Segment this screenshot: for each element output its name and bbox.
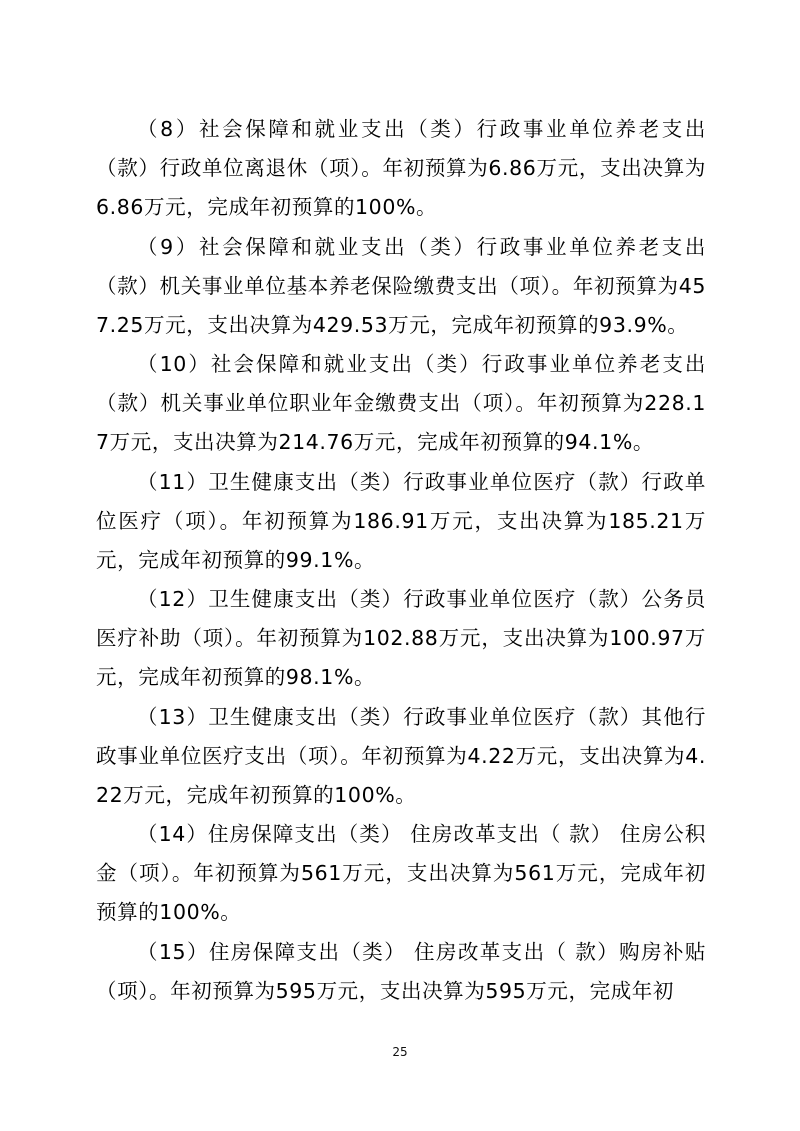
paragraph-item-9: （9）社会保障和就业支出（类）行政事业单位养老支出（款）机关事业单位基本养老保险缴费支出（项）。年初预算为457.25万元，支出决算为429.53万元，完成年初预算的93.9%。 [96, 234, 706, 337]
page-number: 25 [392, 1045, 408, 1059]
document-body [96, 110, 706, 1011]
paragraph-item-13: （13）卫生健康支出（类）行政事业单位医疗（款）其他行政事业单位医疗支出（项）。年初预算为4.22万元，支出决算为4.22万元，完成年初预算的100%。 [96, 704, 706, 807]
paragraph-item-10: （10）社会保障和就业支出（类）行政事业单位养老支出（款）机关事业单位职业年金缴费支出（项）。年初预算为228.17万元，支出决算为214.76万元，完成年初预算的94.1%。 [96, 352, 706, 454]
paragraph-item-15: （15）住房保障支出（类） 住房改革支出（ 款）购房补贴（项）。年初预算为595万元，支出决算为595万元，完成年初 [96, 939, 706, 1003]
paragraph-item-12: （12）卫生健康支出（类）行政事业单位医疗（款）公务员医疗补助（项）。年初预算为102.88万元，支出决算为100.97万元，完成年初预算的98.1%。 [96, 587, 706, 689]
paragraph-item-14: （14）住房保障支出（类） 住房改革支出（ 款） 住房公积金（项）。年初预算为561万元，支出决算为561万元，完成年初预算的100%。 [96, 822, 706, 924]
paragraph-item-11: （11）卫生健康支出（类）行政事业单位医疗（款）行政单位医疗（项）。年初预算为186.91万元，支出决算为185.21万元，完成年初预算的99.1%。 [96, 469, 706, 572]
paragraph-item-8: （8）社会保障和就业支出（类）行政事业单位养老支出（款）行政单位离退休（项）。年初预算为6.86万元，支出决算为6.86万元，完成年初预算的100%。 [96, 117, 706, 219]
